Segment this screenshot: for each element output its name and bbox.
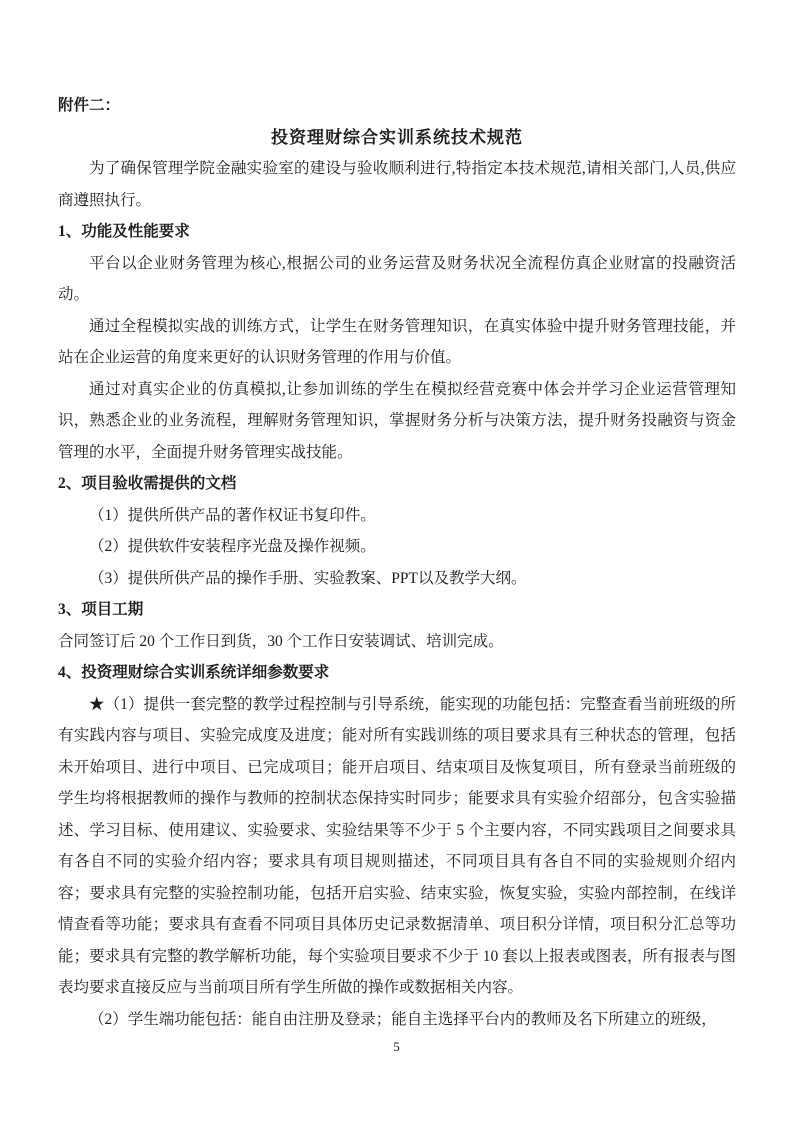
section-heading-4: 4、投资理财综合实训系统详细参数要求 bbox=[58, 664, 330, 681]
section-2-list-item: （1）提供所供产品的著作权证书复印件。 bbox=[89, 506, 376, 524]
section-4-starred-requirement-paragraph: ★（1）提供一套完整的教学过程控制与引导系统，能实现的功能包括：完整查看当前班级的所有实践内容与项目、实验完成度及进度；能对所有实践训练的项目要求具有三种状态的管理，包括未开始项目、进行中项目、已完成项目；能开启项目、结束项目及恢复项目，所有登录当前班级的学生均将根据教师的操作与教师的控制状态保持实时同步；能要求具有实验介绍部分，包含实验描述、学习目标、使用建议、实验要求、实验结果等不少于 5 个主要内容，不同实践项目之间要求具有各自不同的实验介绍内容；要求具有项目规则描述，不同项目具有各自不同的实验规则介绍内容；要求具有完整的实验控制功能，包括开启实验、结束实验，恢复实验，实验内部控制，在线详情查看等功能；要求具有查看不同项目具体历史记录数据清单、项目积分详情，项目积分汇总等功能；要求具有完整的教学解析功能，每个实验项目要求不少于 10 套以上报表或图表，所有报表与图表均要求直接反应与当前项目所有学生所做的操作或数据相关内容。 bbox=[58, 695, 736, 996]
section-2-list-item: （3）提供所供产品的操作手册、实验教案、PPT以及教学大纲。 bbox=[89, 569, 527, 587]
page-number: 5 bbox=[393, 1039, 400, 1054]
section-1-paragraph: 平台以企业财务管理为核心,根据公司的业务运营及财务状况全流程仿真企业财富的投融资活动。 bbox=[58, 254, 736, 303]
section-heading-2: 2、项目验收需提供的文档 bbox=[58, 475, 237, 492]
section-1-paragraph: 通过全程模拟实战的训练方式，让学生在财务管理知识，在真实体验中提升财务管理技能，并站在企业运营的角度来更好的认识财务管理的作用与价值。 bbox=[58, 317, 736, 366]
intro-paragraph: 为了确保管理学院金融实验室的建设与验收顺利进行,特指定本技术规范,请相关部门,人员,供应商遵照执行。 bbox=[58, 160, 736, 209]
section-4-paragraph: （2）学生端功能包括：能自由注册及登录；能自主选择平台内的教师及名下所建立的班级， bbox=[89, 1010, 717, 1028]
section-3-paragraph: 合同签订后 20 个工作日到货，30 个工作日安装调试、培训完成。 bbox=[58, 632, 504, 650]
document-title: 投资理财综合实训系统技术规范 bbox=[271, 127, 523, 147]
section-1-paragraph: 通过对真实企业的仿真模拟,让参加训练的学生在模拟经营竞赛中体会并学习企业运营管理知识，熟悉企业的业务流程，理解财务管理知识，掌握财务分析与决策方法，提升财务投融资与资金管理的水平，全面提升财务管理实战技能。 bbox=[58, 380, 736, 461]
section-heading-1: 1、功能及性能要求 bbox=[58, 223, 190, 240]
attachment-label: 附件二： bbox=[58, 97, 121, 114]
section-heading-3: 3、项目工期 bbox=[58, 601, 144, 618]
section-2-list-item: （2）提供软件安装程序光盘及操作视频。 bbox=[89, 538, 376, 555]
